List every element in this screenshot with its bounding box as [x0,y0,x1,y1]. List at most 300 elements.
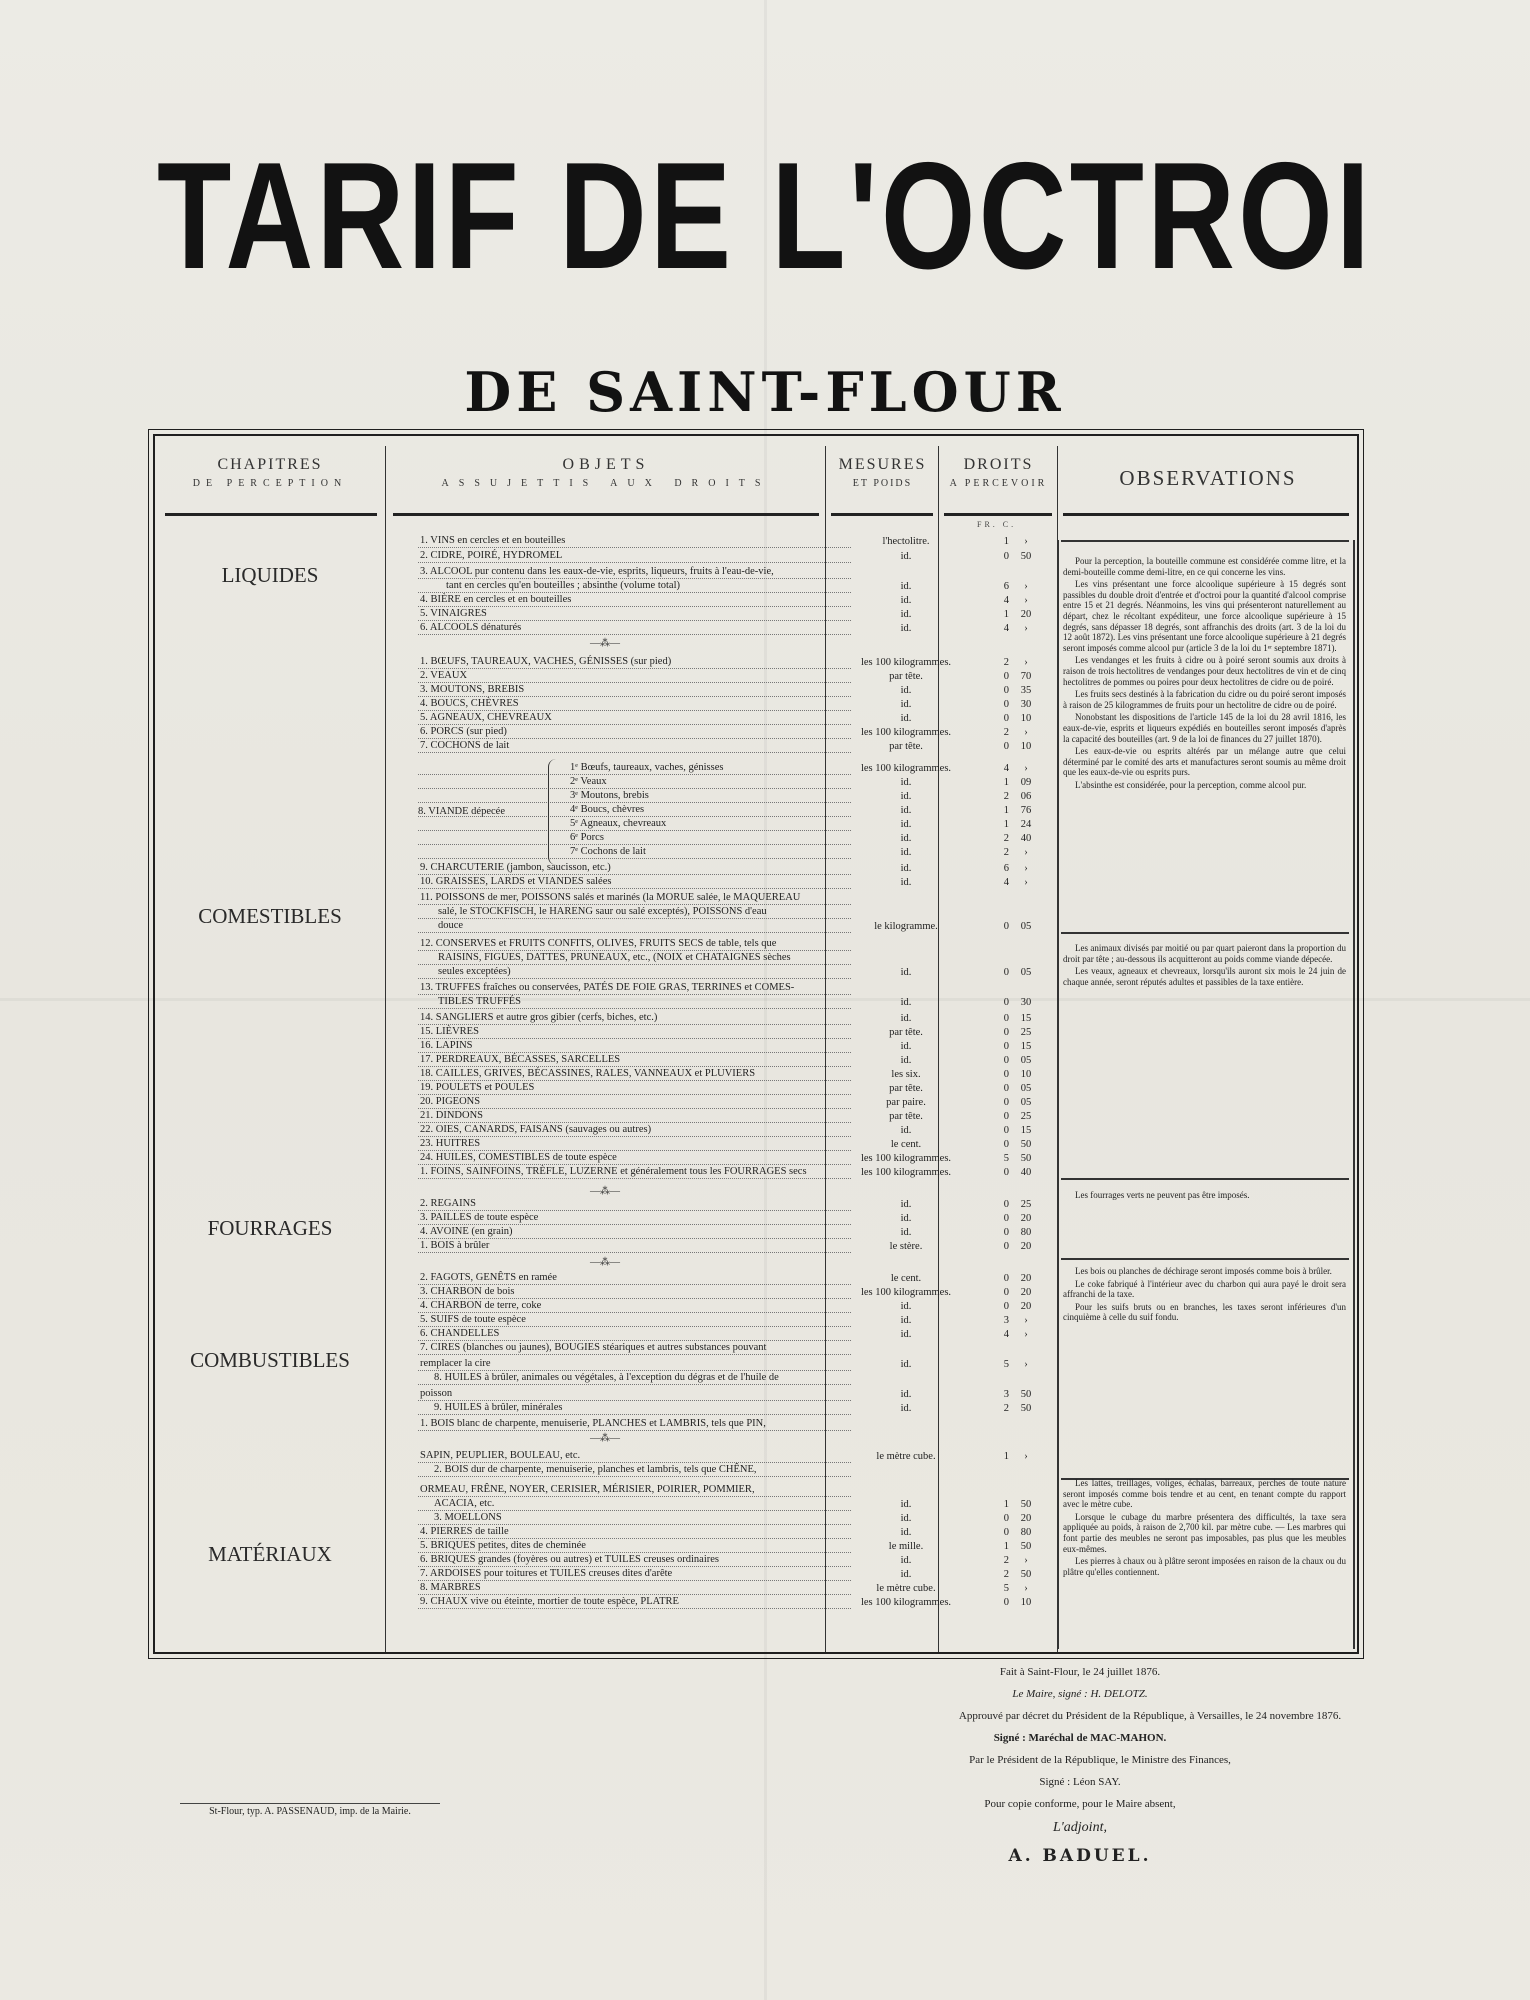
row-object: 9. HUILES à brûler, minérales [418,1402,851,1415]
row-francs: 0 [1003,1125,1009,1136]
row-object: 3. MOUTONS, BREBIS [418,684,851,697]
observations-materiaux: Les lattes, treillages, voliges, échalas, barreaux, perches de toute nature seront imposés comme bois tendre et au cent, en tenant compte du rapport avec le mètre cube. Lorsque le cubage du marbre présentera des difficultés, la taxe sera appliquée au poids, à raison de 2,700 kil. par mètre cube. — Les marbres qui font partie des meubles ne seront pas imposables, pas plus que les meubles eux-mêmes. Les pierres à chaux ou à plâtre seront imposées en raison de la chaux ou du plâtre qu'elles contiennent. [1063,1478,1346,1577]
table-row [418,776,1043,789]
table-row [418,762,1043,775]
table-row [418,1286,1043,1299]
row-measure: id. [900,833,912,844]
row-measure: id. [900,1527,912,1538]
row-francs: 2 [1003,847,1009,858]
footer-approval: Approuvé par décret du Président de la République, à Versailles, le 24 novembre 1876. [958,1710,1342,1722]
row-centimes: 40 [1020,833,1032,844]
table-row [418,698,1043,711]
table-row [418,1464,1043,1477]
row-object: 2. FAGOTS, GENÊTS en ramée [418,1272,851,1285]
row-object: 1. BOIS à brûler [418,1240,851,1253]
row-centimes: 20 [1020,1301,1032,1312]
row-francs: 1 [1003,609,1009,620]
row-francs: 3 [1003,1315,1009,1326]
table-row [418,862,1043,875]
row-measure: les 100 kilogrammes. [860,1153,952,1164]
table-row [418,1110,1043,1123]
row-measure: les six. [891,1069,921,1080]
observations-fourrages: Les fourrages verts ne peuvent pas être imposés. [1075,1190,1250,1200]
row-object: 14. SANGLIERS et autre gros gibier (cerfs, biches, etc.) [418,1012,851,1025]
row-object: 6ᵉ Porcs [418,832,851,845]
viande-label: 8. VIANDE dépecée [418,806,505,817]
row-francs: 1 [1003,777,1009,788]
row-centimes: 10 [1020,1597,1032,1608]
table-row [418,996,1043,1009]
row-object: 7. CIRES (blanches ou jaunes), BOUGIES stéariques et autres substances pouvant [418,1342,851,1355]
row-francs: 0 [1003,1083,1009,1094]
row-francs: 3 [1003,1389,1009,1400]
table-row [418,684,1043,697]
table-row [418,1388,1043,1401]
row-centimes: 05 [1020,921,1032,932]
row-object: 21. DINDONS [418,1110,851,1123]
header-rule [393,513,819,516]
row-centimes: 10 [1020,713,1032,724]
row-centimes: 80 [1020,1227,1032,1238]
chapter-fourrages: FOURRAGES [207,1216,333,1240]
row-centimes: › [1024,1315,1028,1326]
row-object: 1. FOINS, SAINFOINS, TRÈFLE, LUZERNE et généralement tous les FOURRAGES secs [418,1166,851,1179]
row-centimes: 50 [1020,551,1032,562]
row-francs: 0 [1003,1513,1009,1524]
row-object: 18. CAILLES, GRIVES, BÉCASSINES, RALES, VANNEAUX et PLUVIERS [418,1068,851,1081]
row-object: 5. BRIQUES petites, dites de cheminée [418,1540,851,1553]
table-row [418,938,1043,951]
row-centimes: 20 [1020,1213,1032,1224]
row-centimes: 50 [1020,1403,1032,1414]
row-centimes: 50 [1020,1499,1032,1510]
row-object: 20. PIGEONS [418,1096,851,1109]
row-francs: 0 [1003,1041,1009,1052]
row-object: 2. BOIS dur de charpente, menuiserie, planches et lambris, tels que CHÊNE, [418,1464,851,1477]
row-object: 3. PAILLES de toute espèce [418,1212,851,1225]
row-measure: le mille. [888,1541,924,1552]
row-measure: id. [900,1569,912,1580]
table-row [418,846,1043,859]
row-measure: les 100 kilogrammes. [860,1287,952,1298]
row-francs: 5 [1003,1583,1009,1594]
row-centimes: 05 [1020,1083,1032,1094]
row-centimes: 40 [1020,1167,1032,1178]
row-object: poisson [418,1388,851,1401]
row-centimes: › [1024,657,1028,668]
row-centimes: 10 [1020,1069,1032,1080]
row-measure: par tête. [889,1027,923,1038]
row-francs: 2 [1003,1569,1009,1580]
table-row [418,818,1043,831]
row-measure: id. [900,595,912,606]
table-row [418,1498,1043,1511]
row-centimes: 30 [1020,997,1032,1008]
row-francs: 5 [1003,1359,1009,1370]
row-object: 7. ARDOISES pour toitures et TUILES creuses dites d'arête [418,1568,851,1581]
row-francs: 0 [1003,1097,1009,1108]
row-measure: id. [900,1315,912,1326]
row-francs: 4 [1003,763,1009,774]
row-centimes: › [1024,1583,1028,1594]
row-object: TIBLES TRUFFÉS [418,996,851,1009]
row-centimes: 50 [1020,1139,1032,1150]
table-row [418,1040,1043,1053]
table-row [418,1226,1043,1239]
row-francs: 4 [1003,877,1009,888]
row-measure: le cent. [890,1139,922,1150]
row-francs: 0 [1003,1241,1009,1252]
row-object: 5. SUIFS de toute espèce [418,1314,851,1327]
footer-signed-say: Signé : Léon SAY. [1039,1776,1121,1788]
row-centimes: › [1024,877,1028,888]
row-francs: 4 [1003,623,1009,634]
row-francs: 4 [1003,1329,1009,1340]
row-object: 6. BRIQUES grandes (foyères ou autres) et TUILES creuses ordinaires [418,1554,851,1567]
row-measure: id. [900,863,912,874]
viande-brace [548,759,557,865]
row-measure: id. [900,609,912,620]
table-row [418,966,1043,979]
header-droits: DROITS A PERCEVOIR [949,456,1048,489]
table-row [418,740,1043,753]
row-object: SAPIN, PEUPLIER, BOULEAU, etc. [418,1450,851,1463]
row-object: 6. PORCS (sur pied) [418,726,851,739]
row-francs: 0 [1003,1287,1009,1298]
table-row [418,1124,1043,1137]
table-row [418,1582,1043,1595]
row-francs: 1 [1003,1541,1009,1552]
row-measure: id. [900,1013,912,1024]
row-measure: par tête. [889,1083,923,1094]
row-object: douce [418,920,851,933]
table-row [418,1342,1043,1355]
row-francs: 1 [1003,1451,1009,1462]
row-francs: 0 [1003,685,1009,696]
table-row [418,1012,1043,1025]
row-centimes: 70 [1020,671,1032,682]
row-measure: id. [900,1329,912,1340]
row-centimes: 05 [1020,1097,1032,1108]
row-centimes: › [1024,763,1028,774]
row-measure: par tête. [889,671,923,682]
row-measure: id. [900,1055,912,1066]
row-measure: id. [900,777,912,788]
row-object: salé, le STOCKFISCH, le HARENG saur ou salé exceptés), POISSONS d'eau [418,906,851,919]
row-centimes: 20 [1020,1273,1032,1284]
row-object: 2. VEAUX [418,670,851,683]
row-centimes: 06 [1020,791,1032,802]
row-measure: les 100 kilogrammes. [860,763,952,774]
row-object: 1ᵉ Bœufs, taureaux, vaches, génisses [418,762,851,775]
row-francs: 0 [1003,997,1009,1008]
table-row [418,892,1043,905]
row-francs: 6 [1003,581,1009,592]
row-object: 2. REGAINS [418,1198,851,1211]
row-centimes: › [1024,1451,1028,1462]
row-centimes: 20 [1020,1241,1032,1252]
table-row [418,1054,1043,1067]
row-francs: 0 [1003,1227,1009,1238]
row-object: 8. MARBRES [418,1582,851,1595]
table-row [418,906,1043,919]
row-object: 3ᵉ Moutons, brebis [418,790,851,803]
header-rule [165,513,377,516]
row-centimes: 30 [1020,699,1032,710]
table-row [418,1096,1043,1109]
row-object: 8. HUILES à brûler, animales ou végétales, à l'exception du dégras et de l'huile de [418,1372,851,1385]
row-object: 4. BIÈRE en cercles et en bouteilles [418,594,851,607]
row-object: 9. CHARCUTERIE (jambon, saucisson, etc.) [418,862,851,875]
row-measure: id. [900,551,912,562]
row-object: 5. VINAIGRES [418,608,851,621]
row-centimes: › [1024,1555,1028,1566]
table-row [418,952,1043,965]
row-object: 16. LAPINS [418,1040,851,1053]
row-measure: id. [900,1227,912,1238]
row-object: 3. MOELLONS [418,1512,851,1525]
row-francs: 0 [1003,921,1009,932]
table-row [418,1314,1043,1327]
row-francs: 2 [1003,833,1009,844]
row-object: 3. ALCOOL pur contenu dans les eaux-de-vie, esprits, liqueurs, fruits à l'eau-de-vie, [418,566,851,579]
table-row [418,1540,1043,1553]
row-object: ACACIA, etc. [418,1498,851,1511]
row-francs: 0 [1003,1027,1009,1038]
table-row [418,1166,1043,1179]
table-row [418,1372,1043,1385]
row-centimes: 05 [1020,1055,1032,1066]
row-centimes: 20 [1020,1513,1032,1524]
row-measure: id. [900,791,912,802]
row-measure: id. [900,685,912,696]
row-measure: par paire. [886,1097,926,1108]
row-francs: 0 [1003,1055,1009,1066]
table-row [418,726,1043,739]
row-object: 2. CIDRE, POIRÉ, HYDROMEL [418,550,851,563]
row-object: 6. CHANDELLES [418,1328,851,1341]
row-francs: 0 [1003,1139,1009,1150]
row-measure: les 100 kilogrammes. [860,727,952,738]
table-row [418,1198,1043,1211]
row-measure: id. [900,1213,912,1224]
row-measure: id. [900,1555,912,1566]
row-object: 4. PIERRES de taille [418,1526,851,1539]
row-francs: 0 [1003,1527,1009,1538]
row-centimes: › [1024,581,1028,592]
header-rule [1063,513,1349,516]
row-measure: par tête. [889,1111,923,1122]
row-francs: 0 [1003,551,1009,562]
row-centimes: › [1024,863,1028,874]
table-row [418,1568,1043,1581]
row-francs: 2 [1003,657,1009,668]
table-row [418,876,1043,889]
row-object: 3. CHARBON de bois [418,1286,851,1299]
row-measure: id. [900,699,912,710]
row-measure: id. [900,805,912,816]
table-row [418,1484,1043,1497]
row-measure: le mètre cube. [876,1583,936,1594]
table-row [418,712,1043,725]
row-measure: id. [900,819,912,830]
row-centimes: › [1024,727,1028,738]
table-row [418,1272,1043,1285]
signature: A. BADUEL. [1008,1846,1152,1866]
row-francs: 0 [1003,1013,1009,1024]
row-object: 13. TRUFFES fraîches ou conservées, PATÉS DE FOIE GRAS, TERRINES et COMES- [418,982,851,995]
row-francs: 0 [1003,1213,1009,1224]
row-object: 2ᵉ Veaux [418,776,851,789]
row-centimes: 10 [1020,741,1032,752]
row-centimes: 05 [1020,967,1032,978]
table-row [418,594,1043,607]
row-centimes: 50 [1020,1153,1032,1164]
row-measure: id. [900,1389,912,1400]
row-object: 1. VINS en cercles et en bouteilles [418,535,851,548]
row-object: ORMEAU, FRÊNE, NOYER, CERISIER, MÉRISIER, POIRIER, POMMIER, [418,1484,851,1497]
row-centimes: 15 [1020,1041,1032,1052]
table-row [418,1526,1043,1539]
row-francs: 2 [1003,791,1009,802]
footer-date: Fait à Saint-Flour, le 24 juillet 1876. [999,1666,1161,1678]
row-centimes: 76 [1020,805,1032,816]
table-row [418,1212,1043,1225]
row-object: 19. POULETS et POULES [418,1082,851,1095]
row-centimes: 20 [1020,609,1032,620]
row-centimes: 25 [1020,1027,1032,1038]
row-measure: id. [900,713,912,724]
row-measure: id. [900,581,912,592]
row-object: RAISINS, FIGUES, DATTES, PRUNEAUX, etc., (NOIX et CHATAIGNES sèches [418,952,851,965]
row-francs: 0 [1003,713,1009,724]
header-rule [944,513,1052,516]
observations-separator [1061,932,1349,934]
footer-copy: Pour copie conforme, pour le Maire absent, [984,1798,1176,1810]
row-measure: id. [900,1513,912,1524]
table-row [418,1596,1043,1609]
table-row [418,1138,1043,1151]
poster-title: TARIF DE L'OCTROI [157,131,1373,301]
row-centimes: › [1024,1359,1028,1370]
row-centimes: 50 [1020,1389,1032,1400]
row-measure: le cent. [890,1273,922,1284]
table-row [418,1240,1043,1253]
row-measure: le mètre cube. [876,1451,936,1462]
row-measure: id. [900,1041,912,1052]
table-row [418,1152,1043,1165]
table-row [418,670,1043,683]
chapter-combustibles: COMBUSTIBLES [190,1348,350,1372]
row-measure: id. [900,967,912,978]
row-measure: l'hectolitre. [882,536,930,547]
row-measure: les 100 kilogrammes. [860,657,952,668]
row-francs: 0 [1003,1199,1009,1210]
row-object: 1. BŒUFS, TAUREAUX, VACHES, GÉNISSES (sur pied) [418,656,851,669]
chapter-comestibles: COMESTIBLES [198,904,342,928]
row-object: 9. CHAUX vive ou éteinte, mortier de toute espèce, PLATRE [418,1596,851,1609]
row-measure: les 100 kilogrammes. [860,1167,952,1178]
row-francs: 0 [1003,741,1009,752]
row-centimes: 09 [1020,777,1032,788]
section-ornament: —⁂— [590,1433,620,1444]
table-row [418,566,1043,579]
row-measure: id. [900,1199,912,1210]
section-ornament: —⁂— [590,1257,620,1268]
column-divider [385,446,386,1652]
row-measure: le stère. [889,1241,923,1252]
row-centimes: 35 [1020,685,1032,696]
row-object: 4. CHARBON de terre, coke [418,1300,851,1313]
table-row [418,790,1043,803]
table-row [418,1450,1043,1463]
row-centimes: 80 [1020,1527,1032,1538]
header-chapitres: CHAPITRES DE PERCEPTION [192,456,348,489]
table-row [418,804,1043,817]
row-francs: 2 [1003,1555,1009,1566]
footer-adjoint: L'adjoint, [1053,1820,1107,1835]
row-francs: 0 [1003,1167,1009,1178]
row-measure: id. [900,1125,912,1136]
table-row [418,1068,1043,1081]
row-object: remplacer la cire [418,1358,851,1371]
row-object: 17. PERDREAUX, BÉCASSES, SARCELLES [418,1054,851,1067]
row-centimes: › [1024,847,1028,858]
row-measure: id. [900,877,912,888]
row-object: 1. BOIS blanc de charpente, menuiserie, PLANCHES et LAMBRIS, tels que PIN, [418,1418,851,1431]
row-measure: id. [900,1403,912,1414]
row-centimes: 50 [1020,1541,1032,1552]
row-francs: 1 [1003,1499,1009,1510]
row-measure: id. [900,1359,912,1370]
chapter-materiaux: MATÉRIAUX [208,1542,332,1566]
row-measure: id. [900,1301,912,1312]
row-centimes: › [1024,623,1028,634]
fr-c-subheader: FR. C. [977,520,1017,529]
table-row [418,832,1043,845]
row-measure: id. [900,623,912,634]
row-measure: les 100 kilogrammes. [860,1597,952,1608]
table-row [418,982,1043,995]
observations-separator [1061,540,1349,542]
row-measure: id. [900,997,912,1008]
row-francs: 0 [1003,1301,1009,1312]
row-measure: id. [900,1499,912,1510]
section-ornament: —⁂— [590,638,620,649]
row-centimes: 15 [1020,1125,1032,1136]
table-row [418,1300,1043,1313]
observations-liquides: Pour la perception, la bouteille commune est considérée comme litre, et la demi-bouteille comme demi-litre, en ce qui concerne les vins. Les vins présentant une force alcoolique supérieure à 15 degrés sont passibles du double droit d'entrée et d'octroi pour la quantité d'alcool comprise entre 15 et 21 degrés. Néanmoins, les vins qui présenteront naturellement au départ, chez le récoltant expéditeur, une force alcoolique supérieure à 15 degrés, sans dépasser 18 degrés, sont affranchis des droits (art. 3 de la loi du 12 août 1872). Les vins présentant une force alcoolique supérieure à 21 degrés seront imposés comme alcool pur (article 3 de la loi du 1ᵉʳ septembre 1871). Les vendanges et les fruits à cidre ou à poiré seront soumis aux droits à raison de trois hectolitres de vendanges pour deux hectolitres de vin et de cinq hectolitres de pommes ou poires pour deux hectolitres de cidre ou de poiré. Les fruits secs destinés à la fabrication du cidre ou du poiré seront imposés à raison de 25 kilogrammes de fruits pour un hectolitre de cidre ou de poiré. Nonobstant les dispositions de l'article 145 de la loi du 28 avril 1816, les eaux-de-vie, esprits et liqueurs expédiés en bouteilles seront imposés d'après la capacité des bouteilles (art. 9 de la loi de finances du 27 juillet 1870). Les eaux-de-vie ou esprits altérés par un mélange autre que celui déterminé par le comité des arts et manufactures seront soumis au même droit que les eaux-de-vie ou esprits purs. L'absinthe est considérée, pour la perception, comme alcool pur. [1063,556,1346,790]
footer-minister: Par le Président de la République, le Ministre des Finances, [969,1754,1231,1766]
row-object: 15. LIÈVRES [418,1026,851,1039]
row-measure: le kilogramme. [874,921,938,932]
row-object: seules exceptées) [418,966,851,979]
row-francs: 1 [1003,536,1009,547]
row-object: 6. ALCOOLS dénaturés [418,622,851,635]
table-row [418,550,1043,563]
table-row [418,656,1043,669]
section-ornament: —⁂— [590,1186,620,1197]
table-row [418,1554,1043,1567]
row-francs: 0 [1003,1069,1009,1080]
row-francs: 0 [1003,967,1009,978]
row-object: 7ᵉ Cochons de lait [418,846,851,859]
table-row [418,535,1043,548]
row-centimes: 50 [1020,1569,1032,1580]
header-objets: OBJETS ASSUJETTIS AUX DROITS [441,456,771,489]
observations-combustibles: Les bois ou planches de déchirage seront imposés comme bois à brûler. Le coke fabriqué à l'intérieur avec du charbon qui aura payé le droit sera affranchi de la taxe. Pour les suifs bruts ou en branches, les taxes seront inférieures d'un cinquième à celle du suif fondu. [1063,1266,1346,1323]
table-row [418,1026,1043,1039]
